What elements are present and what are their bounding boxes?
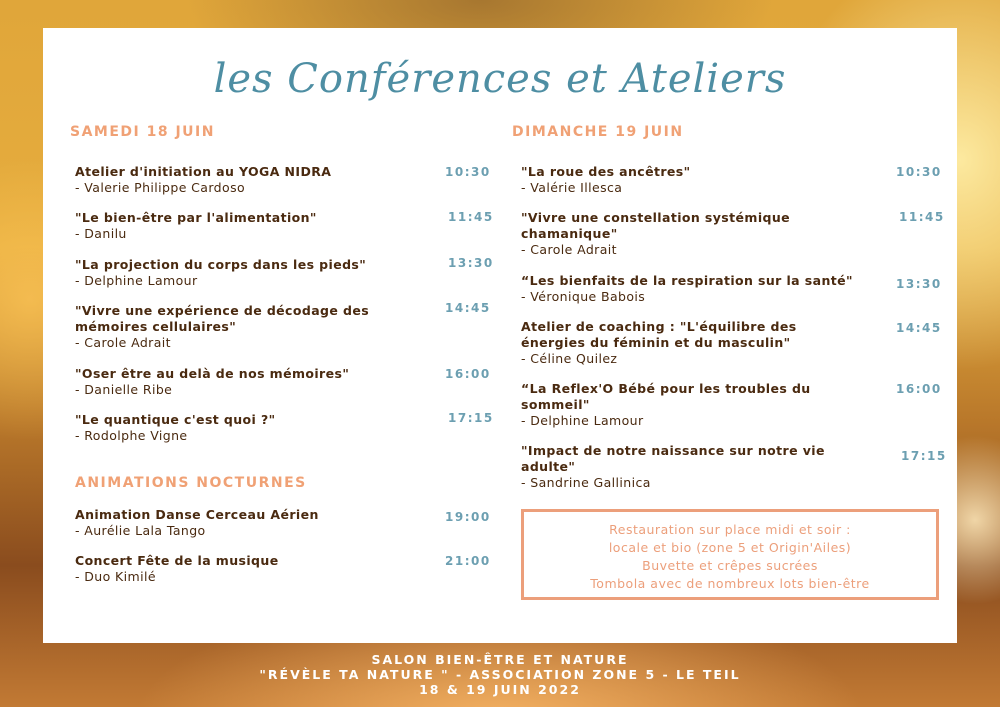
session-speaker: - Delphine Lamour bbox=[75, 273, 198, 288]
session-title: "La projection du corps dans les pieds" bbox=[75, 257, 367, 272]
session-title: Atelier d'initiation au YOGA NIDRA bbox=[75, 164, 332, 179]
sunday-session bbox=[521, 319, 841, 367]
footer-line: 18 & 19 JUIN 2022 bbox=[419, 682, 581, 697]
session-speaker: - Valerie Philippe Cardoso bbox=[75, 180, 246, 195]
session-time: 21:00 bbox=[445, 554, 491, 568]
session-title: Concert Fête de la musique bbox=[75, 553, 279, 568]
info-box bbox=[521, 509, 939, 600]
session-speaker: - Danilu bbox=[75, 226, 127, 241]
session-time: 13:30 bbox=[896, 277, 942, 291]
saturday-session bbox=[75, 412, 375, 444]
session-title: "Vivre une constellation systémique chamanique" bbox=[521, 210, 791, 241]
info-line: locale et bio (zone 5 et Origin'Ailes) bbox=[608, 540, 852, 555]
session-title: "Oser être au delà de nos mémoires" bbox=[75, 366, 350, 381]
session-speaker: - Carole Adrait bbox=[75, 335, 171, 350]
event-footer bbox=[0, 652, 1000, 697]
sunday-session bbox=[521, 273, 891, 305]
session-title: "Le bien-être par l'alimentation" bbox=[75, 210, 317, 225]
session-title: “Les bienfaits de la respiration sur la santé" bbox=[521, 273, 853, 288]
sunday-session bbox=[521, 164, 841, 196]
saturday-session bbox=[75, 303, 385, 351]
session-speaker: - Valérie Illesca bbox=[521, 180, 623, 195]
footer-line: SALON BIEN-ÊTRE ET NATURE bbox=[371, 652, 629, 667]
page-title: les Conférences et Ateliers bbox=[213, 56, 787, 102]
session-time: 17:15 bbox=[901, 449, 947, 463]
session-time: 11:45 bbox=[448, 210, 494, 224]
session-speaker: - Danielle Ribe bbox=[75, 382, 173, 397]
session-speaker: - Aurélie Lala Tango bbox=[75, 523, 206, 538]
night-session bbox=[75, 553, 375, 585]
session-title: "Le quantique c'est quoi ?" bbox=[75, 412, 276, 427]
session-speaker: - Céline Quilez bbox=[521, 351, 618, 366]
footer-line: "RÉVÈLE TA NATURE " - ASSOCIATION ZONE 5 - LE TEIL bbox=[259, 667, 741, 682]
sunday-session bbox=[521, 443, 861, 491]
info-line: Restauration sur place midi et soir : bbox=[609, 522, 851, 537]
saturday-heading: SAMEDI 18 JUIN bbox=[70, 124, 215, 140]
info-line: Tombola avec de nombreux lots bien-être bbox=[590, 576, 870, 591]
session-speaker: - Carole Adrait bbox=[521, 242, 617, 257]
session-speaker: - Rodolphe Vigne bbox=[75, 428, 188, 443]
session-title: Animation Danse Cerceau Aérien bbox=[75, 507, 319, 522]
sunday-session bbox=[521, 381, 851, 429]
saturday-session bbox=[75, 257, 405, 289]
session-time: 10:30 bbox=[896, 165, 942, 179]
session-time: 17:15 bbox=[448, 411, 494, 425]
session-time: 13:30 bbox=[448, 256, 494, 270]
session-title: “La Reflex'O Bébé pour les troubles du sommeil" bbox=[521, 381, 811, 412]
session-title: "Impact de notre naissance sur notre vie adulte" bbox=[521, 443, 825, 474]
session-title: "Vivre une expérience de décodage des mémoires cellulaires" bbox=[75, 303, 370, 334]
info-line: Buvette et crêpes sucrées bbox=[642, 558, 818, 573]
session-speaker: - Delphine Lamour bbox=[521, 413, 644, 428]
session-time: 16:00 bbox=[445, 367, 491, 381]
session-speaker: - Duo Kimilé bbox=[75, 569, 156, 584]
session-time: 19:00 bbox=[445, 510, 491, 524]
saturday-session bbox=[75, 210, 375, 242]
sunday-session bbox=[521, 210, 841, 258]
sunday-heading: DIMANCHE 19 JUIN bbox=[512, 124, 684, 140]
session-time: 16:00 bbox=[896, 382, 942, 396]
session-time: 14:45 bbox=[445, 301, 491, 315]
saturday-session bbox=[75, 164, 375, 196]
session-time: 10:30 bbox=[445, 165, 491, 179]
session-time: 11:45 bbox=[899, 210, 945, 224]
session-title: Atelier de coaching : "L'équilibre des énergies du féminin et du masculin" bbox=[521, 319, 797, 350]
session-speaker: - Véronique Babois bbox=[521, 289, 646, 304]
saturday-session bbox=[75, 366, 395, 398]
session-time: 14:45 bbox=[896, 321, 942, 335]
program-card bbox=[43, 28, 957, 643]
session-speaker: - Sandrine Gallinica bbox=[521, 475, 651, 490]
night-session bbox=[75, 507, 375, 539]
session-title: "La roue des ancêtres" bbox=[521, 164, 691, 179]
night-heading: ANIMATIONS NOCTURNES bbox=[75, 475, 307, 491]
